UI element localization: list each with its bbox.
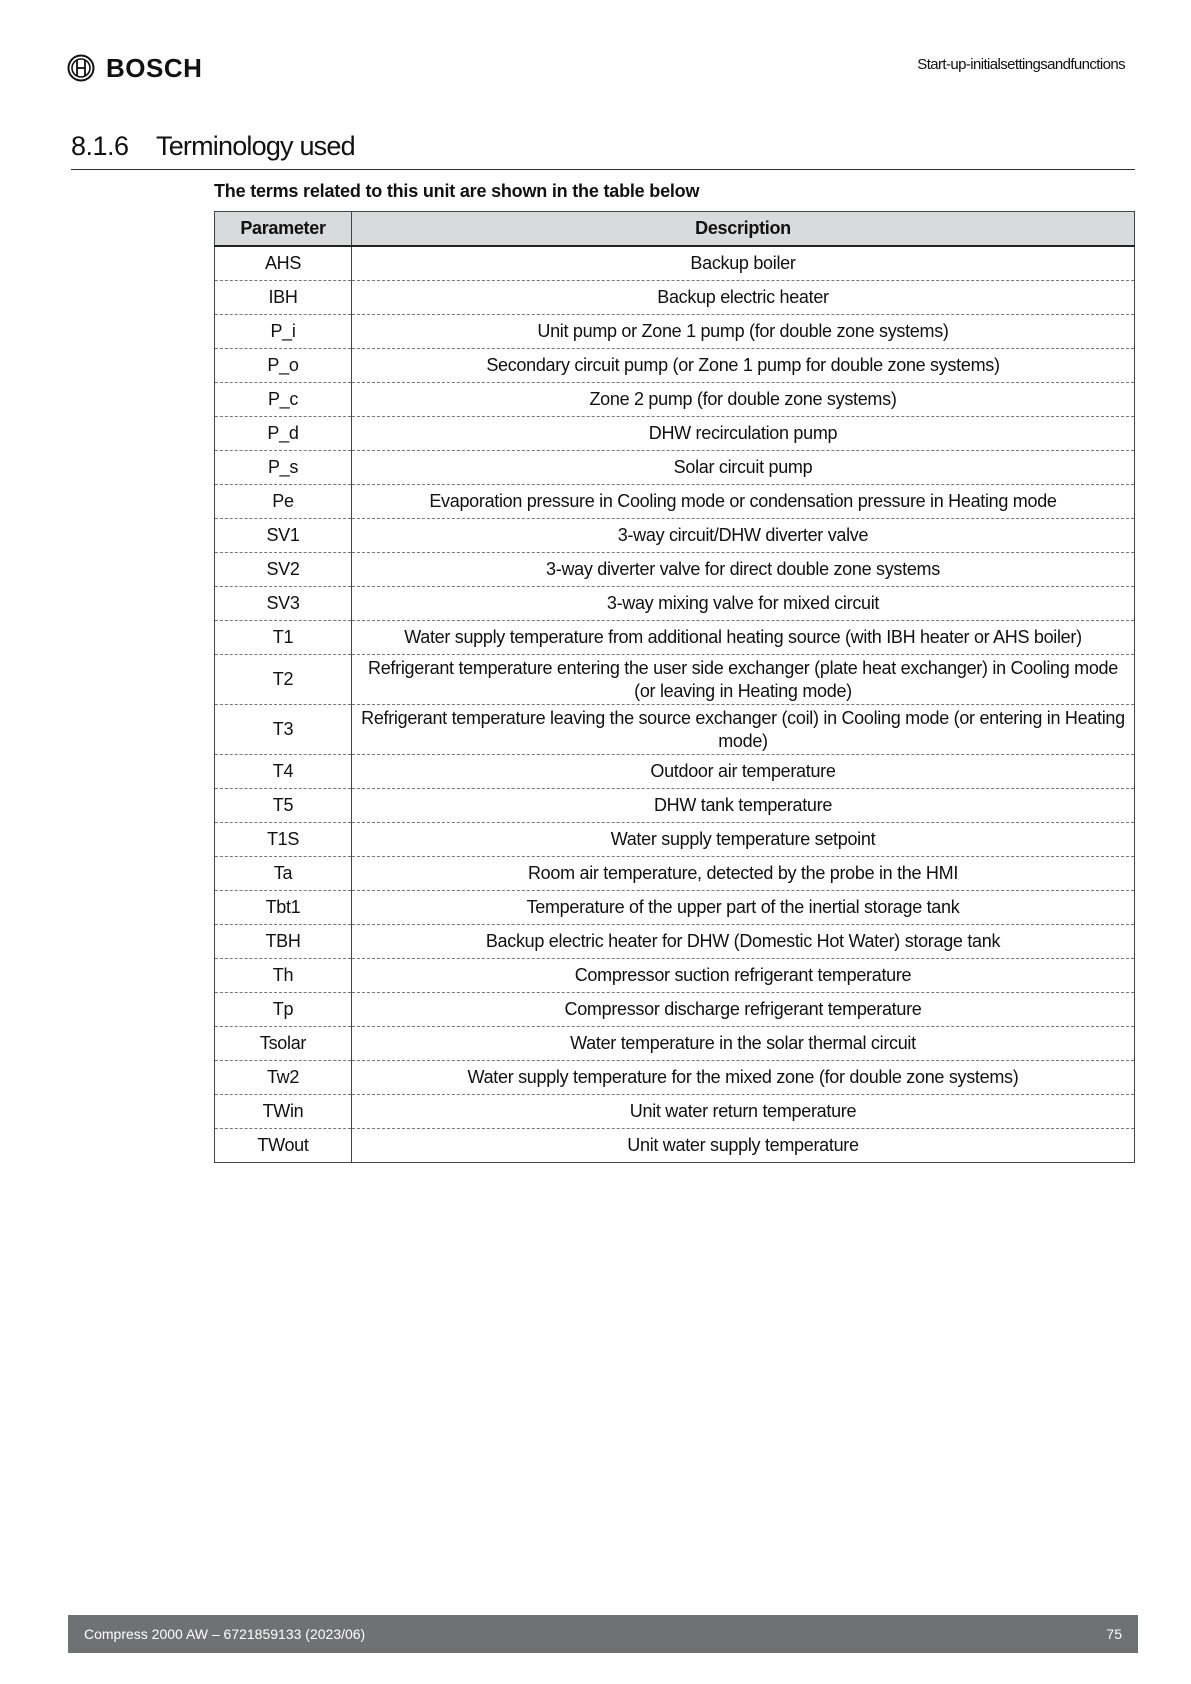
bosch-logo [67, 52, 202, 84]
table-row [215, 621, 1135, 655]
table-row [215, 553, 1135, 587]
description-cell: Temperature of the upper part of the inertial storage tank [352, 891, 1135, 925]
table-caption: The terms related to this unit are shown in the table below [214, 181, 700, 201]
table-row [215, 383, 1135, 417]
description-cell: Unit water return temperature [352, 1095, 1135, 1129]
table-row [215, 587, 1135, 621]
parameter-cell: T2 [215, 655, 352, 705]
description-cell: Zone 2 pump (for double zone systems) [352, 383, 1135, 417]
description-cell: Unit water supply temperature [352, 1129, 1135, 1163]
description-cell: Water supply temperature from additional heating source (with IBH heater or AHS boiler) [352, 621, 1135, 655]
section-number: 8.1.6 [71, 131, 129, 161]
description-cell: 3-way circuit/DHW diverter valve [352, 519, 1135, 553]
table-row [215, 993, 1135, 1027]
description-cell: Secondary circuit pump (or Zone 1 pump for double zone systems) [352, 349, 1135, 383]
description-cell: Refrigerant temperature leaving the source exchanger (coil) in Cooling mode (or entering in Heating mode) [352, 705, 1135, 755]
table-row [215, 823, 1135, 857]
parameter-cell: P_s [215, 451, 352, 485]
parameter-cell: T5 [215, 789, 352, 823]
table-row [215, 281, 1135, 315]
table-row [215, 1129, 1135, 1163]
running-header: Start-up-initialsettingsandfunctions [917, 56, 1125, 73]
parameter-cell: AHS [215, 246, 352, 281]
table-row [215, 959, 1135, 993]
footer-document-id: Compress 2000 AW – 6721859133 (2023/06) [84, 1626, 366, 1642]
column-header-description: Description [352, 212, 1135, 247]
page-number: 75 [1106, 1626, 1122, 1642]
description-cell: Backup electric heater [352, 281, 1135, 315]
description-cell: Solar circuit pump [352, 451, 1135, 485]
parameter-cell: IBH [215, 281, 352, 315]
parameter-cell: T1S [215, 823, 352, 857]
description-cell: Refrigerant temperature entering the user side exchanger (plate heat exchanger) in Cooling mode (or leaving in Heating mode) [352, 655, 1135, 705]
parameter-cell: Tsolar [215, 1027, 352, 1061]
parameter-cell: Th [215, 959, 352, 993]
table-row [215, 417, 1135, 451]
table-row [215, 485, 1135, 519]
section-heading [71, 131, 1135, 170]
parameter-cell: T4 [215, 755, 352, 789]
bosch-armature-icon [67, 54, 95, 82]
parameter-cell: P_i [215, 315, 352, 349]
description-cell: Water temperature in the solar thermal circuit [352, 1027, 1135, 1061]
description-cell: 3-way diverter valve for direct double zone systems [352, 553, 1135, 587]
description-cell: Water supply temperature setpoint [352, 823, 1135, 857]
table-row [215, 925, 1135, 959]
parameter-cell: T1 [215, 621, 352, 655]
table-row [215, 891, 1135, 925]
page-footer [68, 1615, 1138, 1653]
parameter-cell: P_o [215, 349, 352, 383]
table-row [215, 315, 1135, 349]
column-header-parameter: Parameter [215, 212, 352, 247]
parameter-cell: TBH [215, 925, 352, 959]
table-row [215, 1095, 1135, 1129]
table-row [215, 1061, 1135, 1095]
description-cell: Unit pump or Zone 1 pump (for double zone systems) [352, 315, 1135, 349]
description-cell: Compressor suction refrigerant temperature [352, 959, 1135, 993]
brand-name: BOSCH [106, 52, 203, 83]
description-cell: DHW tank temperature [352, 789, 1135, 823]
description-cell: Compressor discharge refrigerant temperature [352, 993, 1135, 1027]
parameter-cell: P_c [215, 383, 352, 417]
description-cell: Backup electric heater for DHW (Domestic Hot Water) storage tank [352, 925, 1135, 959]
parameter-cell: Ta [215, 857, 352, 891]
table-row [215, 519, 1135, 553]
table-row [215, 705, 1135, 755]
parameter-cell: Pe [215, 485, 352, 519]
table-row [215, 655, 1135, 705]
table-row [215, 1027, 1135, 1061]
description-cell: DHW recirculation pump [352, 417, 1135, 451]
parameter-cell: SV3 [215, 587, 352, 621]
table-row [215, 451, 1135, 485]
table-row [215, 755, 1135, 789]
parameter-cell: P_d [215, 417, 352, 451]
terminology-table [214, 211, 1135, 1163]
description-cell: Water supply temperature for the mixed zone (for double zone systems) [352, 1061, 1135, 1095]
table-row [215, 857, 1135, 891]
parameter-cell: Tbt1 [215, 891, 352, 925]
parameter-cell: Tp [215, 993, 352, 1027]
table-row [215, 789, 1135, 823]
description-cell: 3-way mixing valve for mixed circuit [352, 587, 1135, 621]
description-cell: Room air temperature, detected by the probe in the HMI [352, 857, 1135, 891]
table-row [215, 349, 1135, 383]
description-cell: Evaporation pressure in Cooling mode or condensation pressure in Heating mode [352, 485, 1135, 519]
parameter-cell: TWout [215, 1129, 352, 1163]
parameter-cell: T3 [215, 705, 352, 755]
parameter-cell: Tw2 [215, 1061, 352, 1095]
parameter-cell: SV1 [215, 519, 352, 553]
parameter-cell: TWin [215, 1095, 352, 1129]
parameter-cell: SV2 [215, 553, 352, 587]
table-row [215, 246, 1135, 281]
description-cell: Outdoor air temperature [352, 755, 1135, 789]
section-title: Terminology used [156, 131, 355, 161]
description-cell: Backup boiler [352, 246, 1135, 281]
table-header-row [215, 212, 1135, 247]
